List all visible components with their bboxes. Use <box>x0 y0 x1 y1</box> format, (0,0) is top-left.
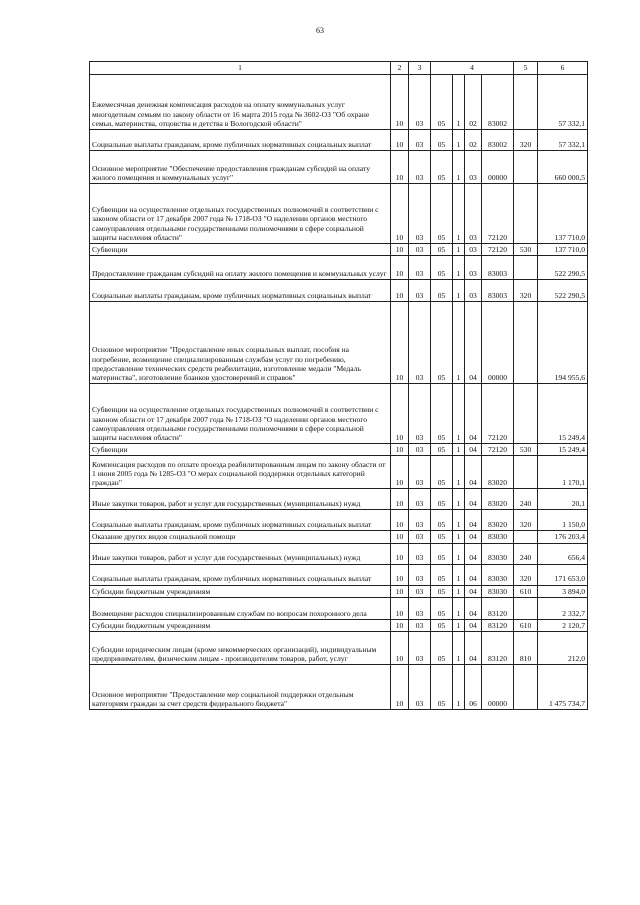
row-col-3: 03 <box>409 597 431 619</box>
row-code-c: 04 <box>465 510 482 531</box>
row-code-a: 05 <box>431 531 453 543</box>
row-col-5 <box>514 456 538 489</box>
row-code-c: 04 <box>465 585 482 597</box>
row-code-c: 04 <box>465 489 482 510</box>
row-col-3: 03 <box>409 665 431 710</box>
row-code-c: 04 <box>465 543 482 564</box>
table-row <box>90 597 588 619</box>
row-code-a: 05 <box>431 564 453 585</box>
row-code-a: 05 <box>431 130 453 151</box>
row-col-2: 10 <box>391 444 409 456</box>
row-col-5 <box>514 151 538 184</box>
row-col-2: 10 <box>391 489 409 510</box>
table-row <box>90 256 588 280</box>
row-code-d: 83002 <box>482 75 514 130</box>
row-name: Субсидии бюджетным учреждениям <box>90 585 391 597</box>
row-code-d: 72120 <box>482 184 514 244</box>
row-sum: 57 332,1 <box>538 75 588 130</box>
table-row <box>90 244 588 256</box>
row-code-c: 04 <box>465 564 482 585</box>
row-name: Возмещение расходов специализированным службам по вопросам похоронного дела <box>90 597 391 619</box>
row-sum: 212,0 <box>538 632 588 665</box>
row-code-b: 1 <box>453 489 465 510</box>
row-col-3: 03 <box>409 510 431 531</box>
row-code-c: 04 <box>465 384 482 444</box>
row-code-b: 1 <box>453 531 465 543</box>
header-col-2: 2 <box>391 62 409 75</box>
row-col-2: 10 <box>391 280 409 302</box>
row-col-3: 03 <box>409 632 431 665</box>
row-name: Основное мероприятие "Предоставление иных социальных выплат, пособия на погребение, возмещение специализированным службам услуг по погребению, предоставление технических средств реабилитации, изготовление медали "Медаль материнства", изготовление бланков удостоверений и справок" <box>90 302 391 384</box>
row-code-a: 05 <box>431 75 453 130</box>
table-row <box>90 564 588 585</box>
row-code-d: 83120 <box>482 619 514 631</box>
row-code-a: 05 <box>431 597 453 619</box>
row-code-c: 03 <box>465 244 482 256</box>
row-name: Социальные выплаты гражданам, кроме публичных нормативных социальных выплат <box>90 510 391 531</box>
table-row <box>90 543 588 564</box>
row-sum: 137 710,0 <box>538 244 588 256</box>
row-code-b: 1 <box>453 665 465 710</box>
row-name: Оказание других видов социальной помощи <box>90 531 391 543</box>
row-code-b: 1 <box>453 184 465 244</box>
row-code-c: 04 <box>465 302 482 384</box>
row-col-3: 03 <box>409 151 431 184</box>
row-sum: 1 150,0 <box>538 510 588 531</box>
header-col-5: 5 <box>514 62 538 75</box>
row-code-d: 83002 <box>482 130 514 151</box>
page-number: 63 <box>316 26 324 35</box>
row-code-a: 05 <box>431 510 453 531</box>
row-col-3: 03 <box>409 564 431 585</box>
header-col-1: 1 <box>90 62 391 75</box>
row-code-b: 1 <box>453 564 465 585</box>
row-code-a: 05 <box>431 619 453 631</box>
row-code-d: 83120 <box>482 597 514 619</box>
row-code-d: 83003 <box>482 256 514 280</box>
row-code-d: 83020 <box>482 510 514 531</box>
row-col-2: 10 <box>391 384 409 444</box>
row-col-2: 10 <box>391 510 409 531</box>
row-code-b: 1 <box>453 256 465 280</box>
row-name: Социальные выплаты гражданам, кроме публичных нормативных социальных выплат <box>90 130 391 151</box>
row-code-d: 83020 <box>482 456 514 489</box>
row-sum: 660 000,5 <box>538 151 588 184</box>
row-name: Субвенции на осуществление отдельных государственных полномочий в соответствии с законом области от 17 декабря 2007 года № 1718-ОЗ "О наделении органов местного самоуправления отдельными государственными полномочиями в сфере социальной защиты населения области" <box>90 184 391 244</box>
row-col-5: 810 <box>514 632 538 665</box>
row-col-2: 10 <box>391 244 409 256</box>
row-sum: 522 290,5 <box>538 280 588 302</box>
row-code-c: 02 <box>465 130 482 151</box>
row-name: Иные закупки товаров, работ и услуг для государственных (муниципальных) нужд <box>90 489 391 510</box>
row-code-b: 1 <box>453 585 465 597</box>
row-col-5: 240 <box>514 543 538 564</box>
row-col-3: 03 <box>409 384 431 444</box>
row-code-c: 04 <box>465 597 482 619</box>
row-name: Основное мероприятие "Обеспечение предоставления гражданам субсидий на оплату жилого помещения и коммунальных услуг" <box>90 151 391 184</box>
row-code-d: 00000 <box>482 665 514 710</box>
row-code-d: 83030 <box>482 564 514 585</box>
row-col-2: 10 <box>391 130 409 151</box>
row-code-b: 1 <box>453 597 465 619</box>
row-col-3: 03 <box>409 244 431 256</box>
budget-table <box>89 61 588 710</box>
row-code-a: 05 <box>431 665 453 710</box>
row-sum: 15 249,4 <box>538 384 588 444</box>
row-col-5: 240 <box>514 489 538 510</box>
row-code-d: 83030 <box>482 531 514 543</box>
table-row <box>90 444 588 456</box>
table-row <box>90 510 588 531</box>
row-name: Основное мероприятие "Предоставление мер социальной поддержки отдельным категориям граждан за счет средств федерального бюджета" <box>90 665 391 710</box>
row-code-c: 04 <box>465 619 482 631</box>
row-code-a: 05 <box>431 244 453 256</box>
table-row <box>90 280 588 302</box>
row-code-b: 1 <box>453 75 465 130</box>
row-code-b: 1 <box>453 619 465 631</box>
header-col-6: 6 <box>538 62 588 75</box>
row-name: Ежемесячная денежная компенсация расходов на оплату коммунальных услуг многодетным семьям по закону области от 16 марта 2015 года № 3602-ОЗ "Об охране семьи, материнства, отцовства и детства в Вологодской области" <box>90 75 391 130</box>
row-name: Субсидии бюджетным учреждениям <box>90 619 391 631</box>
row-col-5: 530 <box>514 244 538 256</box>
table-row <box>90 619 588 631</box>
row-code-a: 05 <box>431 489 453 510</box>
table-row <box>90 489 588 510</box>
row-sum: 2 332,7 <box>538 597 588 619</box>
row-name: Компенсация расходов по оплате проезда реабилитированным лицам по закону области от 1 июня 2005 года № 1285-ОЗ "О мерах социальной поддержки отдельных категорий граждан" <box>90 456 391 489</box>
row-col-5: 320 <box>514 280 538 302</box>
row-code-b: 1 <box>453 444 465 456</box>
table-row <box>90 531 588 543</box>
row-code-a: 05 <box>431 151 453 184</box>
row-col-3: 03 <box>409 130 431 151</box>
row-col-2: 10 <box>391 531 409 543</box>
row-col-2: 10 <box>391 151 409 184</box>
row-code-c: 04 <box>465 444 482 456</box>
row-name: Субвенции на осуществление отдельных государственных полномочий в соответствии с законом области от 17 декабря 2007 года № 1718-ОЗ "О наделении органов местного самоуправления отдельными государственными полномочиями в сфере социальной защиты населения области" <box>90 384 391 444</box>
row-code-b: 1 <box>453 280 465 302</box>
row-col-3: 03 <box>409 256 431 280</box>
row-col-3: 03 <box>409 531 431 543</box>
row-sum: 656,4 <box>538 543 588 564</box>
row-col-2: 10 <box>391 75 409 130</box>
row-col-2: 10 <box>391 564 409 585</box>
row-sum: 20,1 <box>538 489 588 510</box>
row-col-5: 320 <box>514 510 538 531</box>
row-code-b: 1 <box>453 244 465 256</box>
row-col-5 <box>514 597 538 619</box>
row-sum: 2 120,7 <box>538 619 588 631</box>
row-code-b: 1 <box>453 632 465 665</box>
row-col-2: 10 <box>391 619 409 631</box>
row-name: Социальные выплаты гражданам, кроме публичных нормативных социальных выплат <box>90 280 391 302</box>
row-code-d: 72120 <box>482 384 514 444</box>
table-row <box>90 585 588 597</box>
row-code-a: 05 <box>431 256 453 280</box>
table-row <box>90 130 588 151</box>
row-col-3: 03 <box>409 585 431 597</box>
row-code-a: 05 <box>431 302 453 384</box>
row-code-a: 05 <box>431 456 453 489</box>
row-code-d: 00000 <box>482 302 514 384</box>
row-col-5 <box>514 75 538 130</box>
row-code-a: 05 <box>431 384 453 444</box>
row-code-d: 72120 <box>482 244 514 256</box>
row-code-d: 83030 <box>482 585 514 597</box>
row-name: Субсидии юридическим лицам (кроме некоммерческих организаций), индивидуальным предпринимателям, физическим лицам - производителям товаров, работ, услуг <box>90 632 391 665</box>
row-col-3: 03 <box>409 184 431 244</box>
row-code-a: 05 <box>431 632 453 665</box>
row-code-c: 04 <box>465 456 482 489</box>
row-code-a: 05 <box>431 543 453 564</box>
row-col-5 <box>514 256 538 280</box>
row-col-3: 03 <box>409 75 431 130</box>
row-code-b: 1 <box>453 302 465 384</box>
table-row <box>90 184 588 244</box>
row-col-2: 10 <box>391 585 409 597</box>
row-code-d: 83003 <box>482 280 514 302</box>
row-code-c: 03 <box>465 184 482 244</box>
row-code-c: 04 <box>465 632 482 665</box>
row-col-5: 610 <box>514 585 538 597</box>
table-row <box>90 456 588 489</box>
table-row <box>90 151 588 184</box>
row-name: Субвенции <box>90 444 391 456</box>
row-sum: 1 170,1 <box>538 456 588 489</box>
row-code-b: 1 <box>453 456 465 489</box>
row-code-c: 06 <box>465 665 482 710</box>
row-col-5: 530 <box>514 444 538 456</box>
row-sum: 15 249,4 <box>538 444 588 456</box>
row-code-c: 02 <box>465 75 482 130</box>
row-sum: 194 955,6 <box>538 302 588 384</box>
row-col-3: 03 <box>409 489 431 510</box>
row-col-3: 03 <box>409 444 431 456</box>
row-code-b: 1 <box>453 151 465 184</box>
row-code-d: 83020 <box>482 489 514 510</box>
row-sum: 57 332,1 <box>538 130 588 151</box>
row-code-d: 00000 <box>482 151 514 184</box>
row-col-5 <box>514 665 538 710</box>
table-row <box>90 384 588 444</box>
table-row <box>90 632 588 665</box>
row-col-5: 610 <box>514 619 538 631</box>
row-code-b: 1 <box>453 510 465 531</box>
row-col-5 <box>514 384 538 444</box>
row-name: Предоставление гражданам субсидий на оплату жилого помещения и коммунальных услуг <box>90 256 391 280</box>
row-code-c: 04 <box>465 531 482 543</box>
row-code-a: 05 <box>431 184 453 244</box>
row-col-3: 03 <box>409 456 431 489</box>
table-row <box>90 75 588 130</box>
row-sum: 3 894,0 <box>538 585 588 597</box>
row-col-5 <box>514 302 538 384</box>
row-col-2: 10 <box>391 543 409 564</box>
row-code-c: 03 <box>465 256 482 280</box>
row-name: Иные закупки товаров, работ и услуг для государственных (муниципальных) нужд <box>90 543 391 564</box>
row-sum: 171 653,0 <box>538 564 588 585</box>
row-code-b: 1 <box>453 130 465 151</box>
row-code-a: 05 <box>431 280 453 302</box>
row-sum: 137 710,0 <box>538 184 588 244</box>
table-header-row <box>90 62 588 75</box>
row-sum: 1 475 734,7 <box>538 665 588 710</box>
table-row <box>90 302 588 384</box>
row-code-b: 1 <box>453 384 465 444</box>
row-sum: 176 203,4 <box>538 531 588 543</box>
row-col-2: 10 <box>391 256 409 280</box>
row-code-a: 05 <box>431 585 453 597</box>
row-code-b: 1 <box>453 543 465 564</box>
row-col-5: 320 <box>514 130 538 151</box>
row-sum: 522 290,5 <box>538 256 588 280</box>
row-col-2: 10 <box>391 456 409 489</box>
row-col-5 <box>514 184 538 244</box>
row-name: Субвенции <box>90 244 391 256</box>
row-col-5 <box>514 531 538 543</box>
row-code-c: 03 <box>465 280 482 302</box>
row-col-2: 10 <box>391 184 409 244</box>
row-col-3: 03 <box>409 543 431 564</box>
row-code-d: 83120 <box>482 632 514 665</box>
row-col-3: 03 <box>409 619 431 631</box>
header-col-3: 3 <box>409 62 431 75</box>
row-col-5: 320 <box>514 564 538 585</box>
row-col-2: 10 <box>391 665 409 710</box>
row-code-d: 83030 <box>482 543 514 564</box>
row-code-c: 03 <box>465 151 482 184</box>
table-row <box>90 665 588 710</box>
row-col-3: 03 <box>409 280 431 302</box>
row-code-d: 72120 <box>482 444 514 456</box>
row-col-2: 10 <box>391 597 409 619</box>
row-col-3: 03 <box>409 302 431 384</box>
header-col-4: 4 <box>431 62 514 75</box>
row-name: Социальные выплаты гражданам, кроме публичных нормативных социальных выплат <box>90 564 391 585</box>
row-col-2: 10 <box>391 632 409 665</box>
row-col-2: 10 <box>391 302 409 384</box>
row-code-a: 05 <box>431 444 453 456</box>
